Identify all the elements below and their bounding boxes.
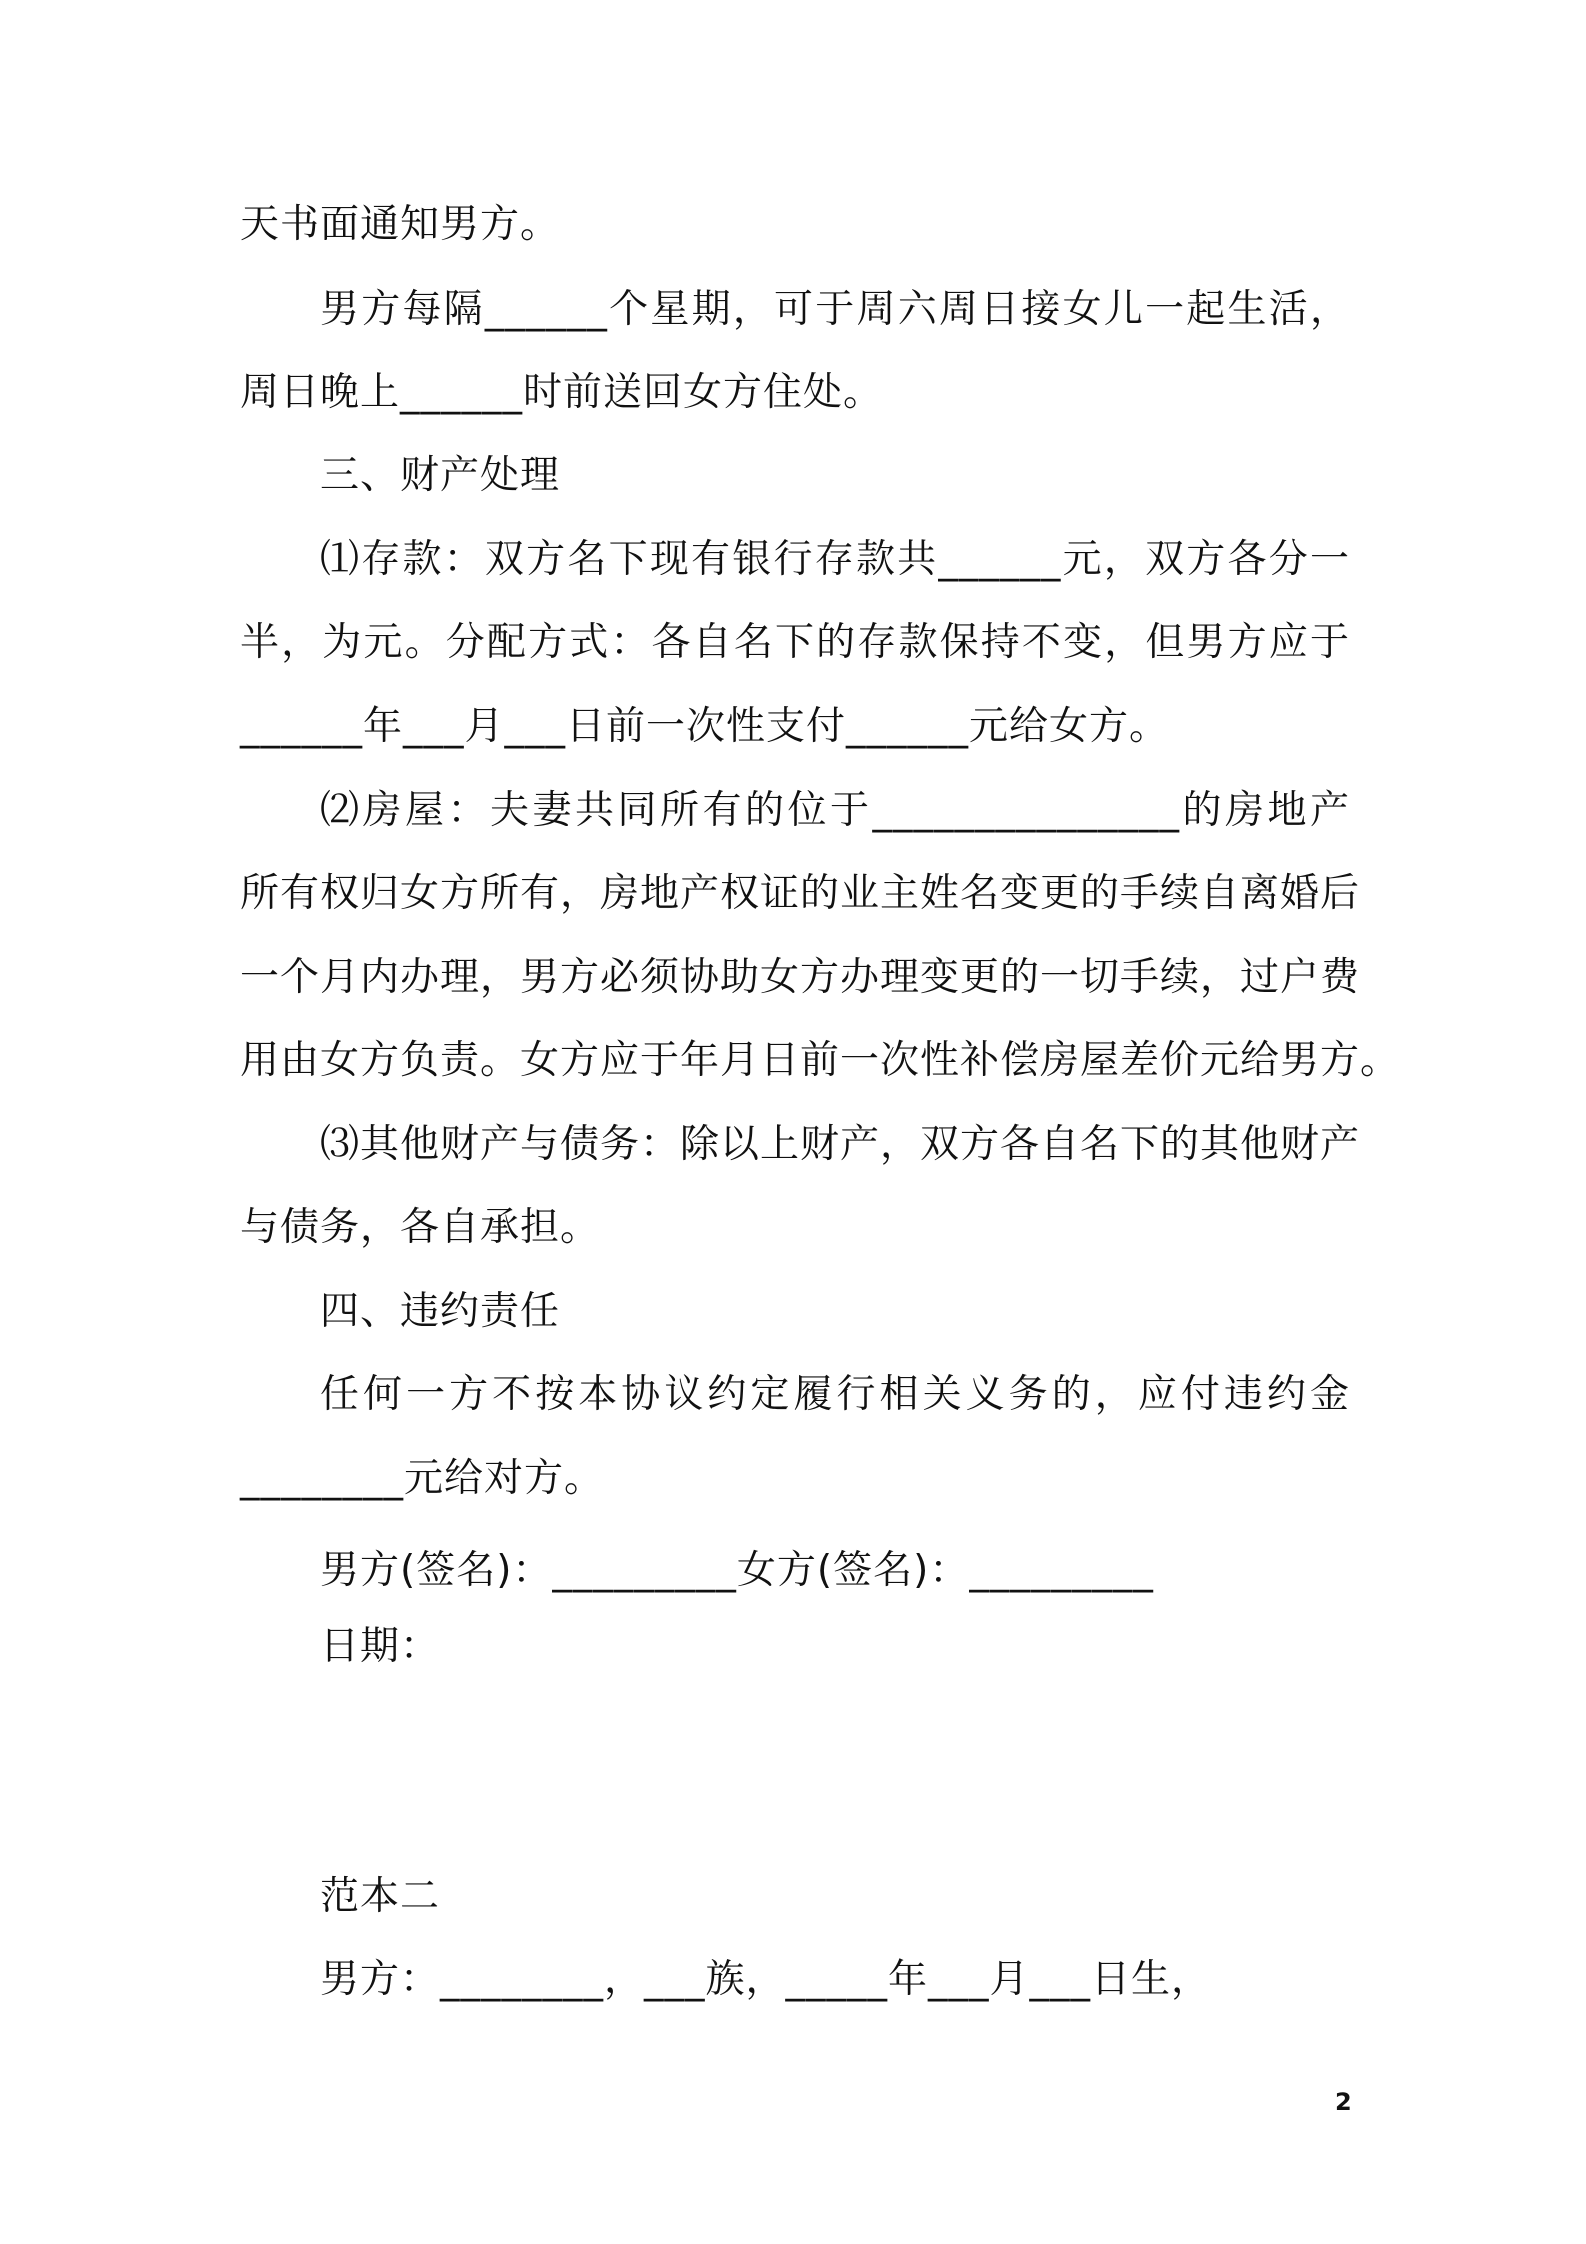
section-heading: 四、违约责任: [320, 1289, 561, 1334]
section-heading: 范本二: [320, 1874, 441, 1919]
paragraph-line: ______年___月___日前一次性支付______元给女方。: [240, 704, 1170, 749]
paragraph-line: ________元给对方。: [240, 1456, 605, 1501]
section-heading: 三、财产处理: [320, 453, 561, 498]
paragraph-line: ⑴存款：双方名下现有银行存款共______元，双方各分一: [320, 537, 1350, 582]
page-number: 2: [1335, 2088, 1352, 2116]
paragraph-line: 周日晚上______时前送回女方住处。: [240, 370, 884, 415]
paragraph-line: 与债务，各自承担。: [240, 1205, 601, 1250]
signature-line: 男方(签名)：_________女方(签名)：_________: [320, 1548, 1154, 1593]
paragraph-line: ⑵房屋：夫妻共同所有的位于_______________的房地产: [320, 788, 1350, 833]
paragraph-line: 半，为元。分配方式：各自名下的存款保持不变，但男方应于: [240, 620, 1350, 665]
paragraph-line: 天书面通知男方。: [240, 202, 561, 247]
paragraph-line: 男方：________，___族，_____年___月___日生，: [320, 1957, 1212, 2002]
paragraph-line: 男方每隔______个星期，可于周六周日接女儿一起生活，: [320, 287, 1350, 332]
paragraph-line: 用由女方负责。女方应于年月日前一次性补偿房屋差价元给男方。: [240, 1038, 1401, 1083]
paragraph-line: 所有权归女方所有，房地产权证的业主姓名变更的手续自离婚后: [240, 871, 1361, 916]
date-line: 日期：: [320, 1624, 441, 1669]
paragraph-line: ⑶其他财产与债务：除以上财产，双方各自名下的其他财产: [320, 1122, 1361, 1167]
paragraph-line: 一个月内办理，男方必须协助女方办理变更的一切手续，过户费: [240, 955, 1361, 1000]
paragraph-line: 任何一方不按本协议约定履行相关义务的，应付违约金: [320, 1372, 1350, 1417]
